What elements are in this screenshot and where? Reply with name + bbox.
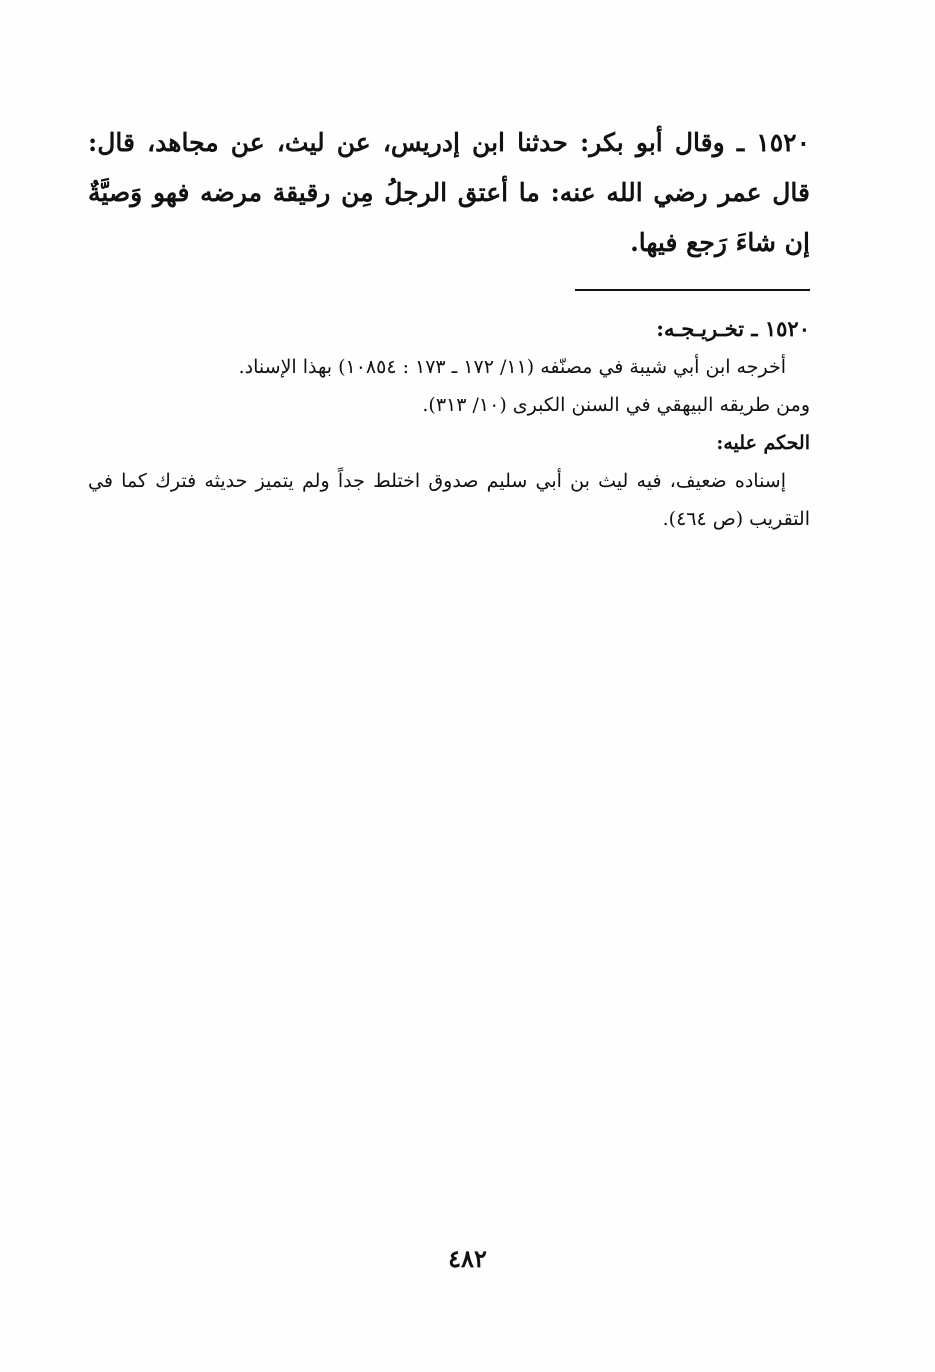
footnote-separator-line	[575, 289, 810, 291]
footnotes-section	[88, 310, 810, 538]
takhrij-line-1: أخرجه ابن أبي شيبة في مصنّفه (١١/ ١٧٢ ـ ١٧٣ : ١٠٨٥٤) بهذا الإسناد.	[238, 356, 786, 378]
takhrij-heading: ١٥٢٠ ـ تخـريـجـه:	[656, 316, 810, 341]
takhrij-line-2: ومن طريقه البيهقي في السنن الكبرى (١٠/ ٣١٣).	[422, 394, 810, 416]
ruling-text: إسناده ضعيف، فيه ليث بن أبي سليم صدوق اختلط جداً ولم يتميز حديثه فترك كما في التقريب (ص ٤٦٤).	[88, 470, 810, 530]
hadith-text-block	[88, 118, 810, 268]
page-number: ٤٨٢	[448, 1244, 487, 1273]
ruling-heading: الحكم عليه:	[716, 432, 810, 454]
hadith-paragraph: ١٥٢٠ ـ وقال أبو بكر: حدثنا ابن إدريس، عن ليث، عن مجاهد، قال: قال عمر رضي الله عنه: ما أعتق الرجلُ مِن رقيقة مرضه فهو وَصيَّةٌ إن شاءَ رَجع فيها.	[88, 128, 810, 257]
